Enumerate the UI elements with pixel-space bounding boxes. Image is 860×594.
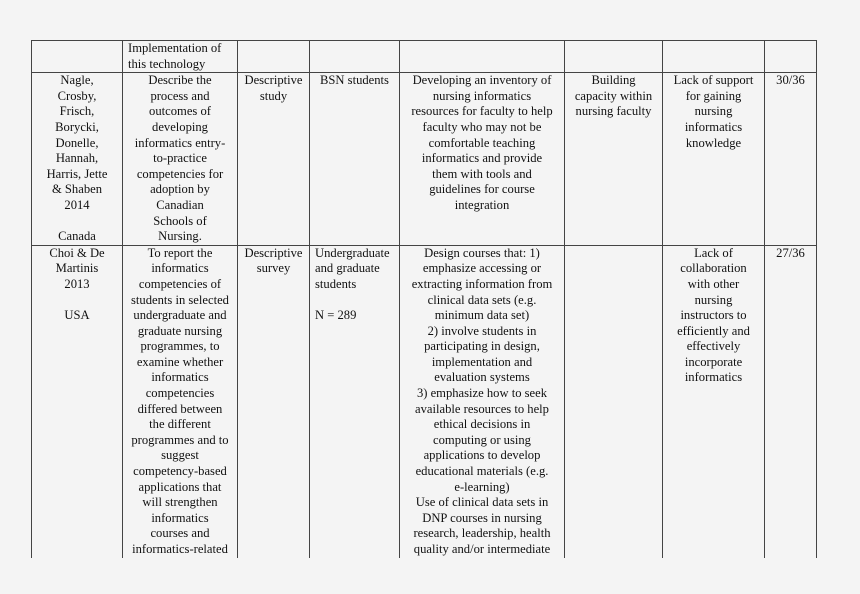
barriers-cell xyxy=(663,41,765,73)
design-cell: Descriptive survey xyxy=(238,245,310,557)
table-row xyxy=(32,245,817,557)
sample-cell xyxy=(310,41,400,73)
purpose-cell: Describe the process and outcomes of developing informatics entry- to-practice competencies for adoption by Canadian Schools of Nursing. xyxy=(123,73,238,246)
sample-cell: Undergraduate and graduate students N = 289 xyxy=(310,245,400,557)
implications-cell: Design courses that: 1) emphasize accessing or extracting information from clinical data sets (e.g. minimum data set) 2) involve students in participating in design, implementation and evaluation systems 3) emphasize how to seek available resources to help ethical decisions in computing or using applications to develop educational materials (e.g. e-learning) Use of clinical data sets in DNP courses in nursing research, leadership, health quality and/or intermediate xyxy=(400,245,565,557)
score-cell: 27/36 xyxy=(765,245,817,557)
sample-cell: BSN students xyxy=(310,73,400,246)
author-cell: Nagle, Crosby, Frisch, Borycki, Donelle, Hannah, Harris, Jette & Shaben 2014 Canada xyxy=(32,73,123,246)
literature-review-table xyxy=(31,40,817,558)
author-cell xyxy=(32,41,123,73)
table-row xyxy=(32,41,817,73)
score-cell: 30/36 xyxy=(765,73,817,246)
enablers-cell xyxy=(565,245,663,557)
score-cell xyxy=(765,41,817,73)
implications-cell xyxy=(400,41,565,73)
enablers-cell xyxy=(565,41,663,73)
design-cell: Descriptive study xyxy=(238,73,310,246)
implications-cell: Developing an inventory of nursing informatics resources for faculty to help faculty who may not be comfortable teaching informatics and provide them with tools and guidelines for course integration xyxy=(400,73,565,246)
design-cell xyxy=(238,41,310,73)
purpose-cell: Implementation of this technology xyxy=(123,41,238,73)
barriers-cell: Lack of collaboration with other nursing instructors to efficiently and effectively incorporate informatics xyxy=(663,245,765,557)
enablers-cell: Building capacity within nursing faculty xyxy=(565,73,663,246)
table-row xyxy=(32,73,817,246)
barriers-cell: Lack of support for gaining nursing informatics knowledge xyxy=(663,73,765,246)
purpose-cell: To report the informatics competencies of students in selected undergraduate and graduate nursing programmes, to examine whether informatics competencies differed between the different programmes and to suggest competency-based applications that will strengthen informatics courses and informatics-related xyxy=(123,245,238,557)
author-cell: Choi & De Martinis 2013 USA xyxy=(32,245,123,557)
